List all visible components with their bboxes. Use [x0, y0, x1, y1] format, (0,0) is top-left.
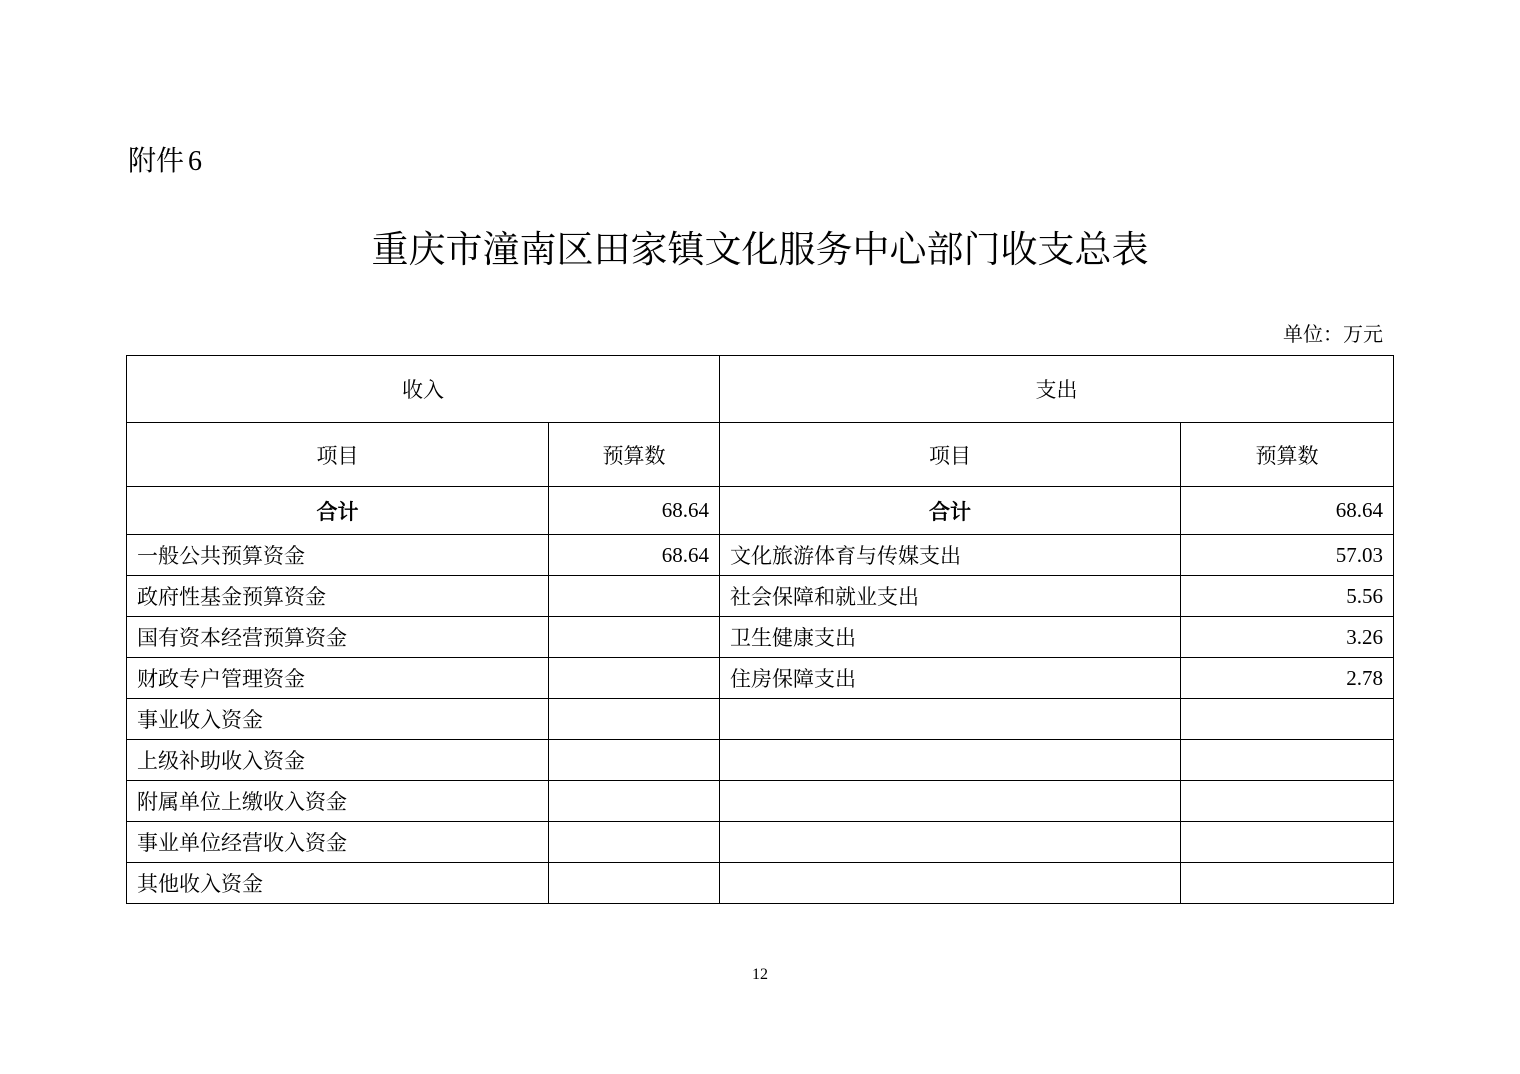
income-item-cell: 上级补助收入资金 [127, 740, 549, 781]
expense-value-cell: 5.56 [1181, 576, 1394, 617]
income-item-cell: 财政专户管理资金 [127, 658, 549, 699]
expense-item-cell: 社会保障和就业支出 [720, 576, 1181, 617]
income-value-cell: 68.64 [549, 535, 720, 576]
income-value-cell [549, 740, 720, 781]
table-row [127, 822, 1394, 863]
income-value-cell [549, 658, 720, 699]
table-row [127, 863, 1394, 904]
expense-item-cell [720, 781, 1181, 822]
attachment-label [128, 143, 202, 180]
expense-value-cell [1181, 781, 1394, 822]
income-item-cell: 事业收入资金 [127, 699, 549, 740]
expense-value-cell [1181, 699, 1394, 740]
expense-value-cell: 2.78 [1181, 658, 1394, 699]
income-item-cell: 附属单位上缴收入资金 [127, 781, 549, 822]
expense-value-cell: 3.26 [1181, 617, 1394, 658]
table-row [127, 658, 1394, 699]
attachment-text: 附件 [128, 144, 185, 177]
unit-label: 单位：万元 [1283, 322, 1383, 346]
income-item-column-header: 项目 [127, 423, 549, 487]
expense-item-cell: 住房保障支出 [720, 658, 1181, 699]
page-number: 12 [752, 966, 768, 983]
income-value-cell [549, 863, 720, 904]
income-item-cell: 政府性基金预算资金 [127, 576, 549, 617]
income-item-cell: 事业单位经营收入资金 [127, 822, 549, 863]
expense-item-cell: 卫生健康支出 [720, 617, 1181, 658]
attachment-number: 6 [188, 146, 203, 177]
total-row [127, 487, 1394, 535]
expense-value-cell [1181, 822, 1394, 863]
expense-item-cell [720, 740, 1181, 781]
expense-item-cell [720, 863, 1181, 904]
expense-item-column-header: 项目 [720, 423, 1181, 487]
income-value-cell [549, 617, 720, 658]
expense-total-value: 68.64 [1181, 487, 1394, 535]
income-value-cell [549, 822, 720, 863]
income-item-cell: 国有资本经营预算资金 [127, 617, 549, 658]
expense-value-cell [1181, 740, 1394, 781]
income-item-cell: 其他收入资金 [127, 863, 549, 904]
income-value-cell [549, 781, 720, 822]
expense-value-cell: 57.03 [1181, 535, 1394, 576]
page-title: 重庆市潼南区田家镇文化服务中心部门收支总表 [371, 228, 1149, 271]
column-header-row [127, 423, 1394, 487]
table-row [127, 699, 1394, 740]
expense-budget-column-header: 预算数 [1181, 423, 1394, 487]
expense-item-cell [720, 822, 1181, 863]
expense-item-cell [720, 699, 1181, 740]
table-row [127, 781, 1394, 822]
expense-section-header: 支出 [720, 356, 1394, 423]
income-budget-column-header: 预算数 [549, 423, 720, 487]
income-value-cell [549, 576, 720, 617]
income-value-cell [549, 699, 720, 740]
section-header-row [127, 356, 1394, 423]
expense-total-label: 合计 [720, 487, 1181, 535]
income-total-label: 合计 [127, 487, 549, 535]
budget-summary-table [126, 355, 1394, 904]
income-total-value: 68.64 [549, 487, 720, 535]
table-row [127, 617, 1394, 658]
income-section-header: 收入 [127, 356, 720, 423]
expense-item-cell: 文化旅游体育与传媒支出 [720, 535, 1181, 576]
table-row [127, 576, 1394, 617]
table-row [127, 740, 1394, 781]
income-item-cell: 一般公共预算资金 [127, 535, 549, 576]
expense-value-cell [1181, 863, 1394, 904]
table-row [127, 535, 1394, 576]
